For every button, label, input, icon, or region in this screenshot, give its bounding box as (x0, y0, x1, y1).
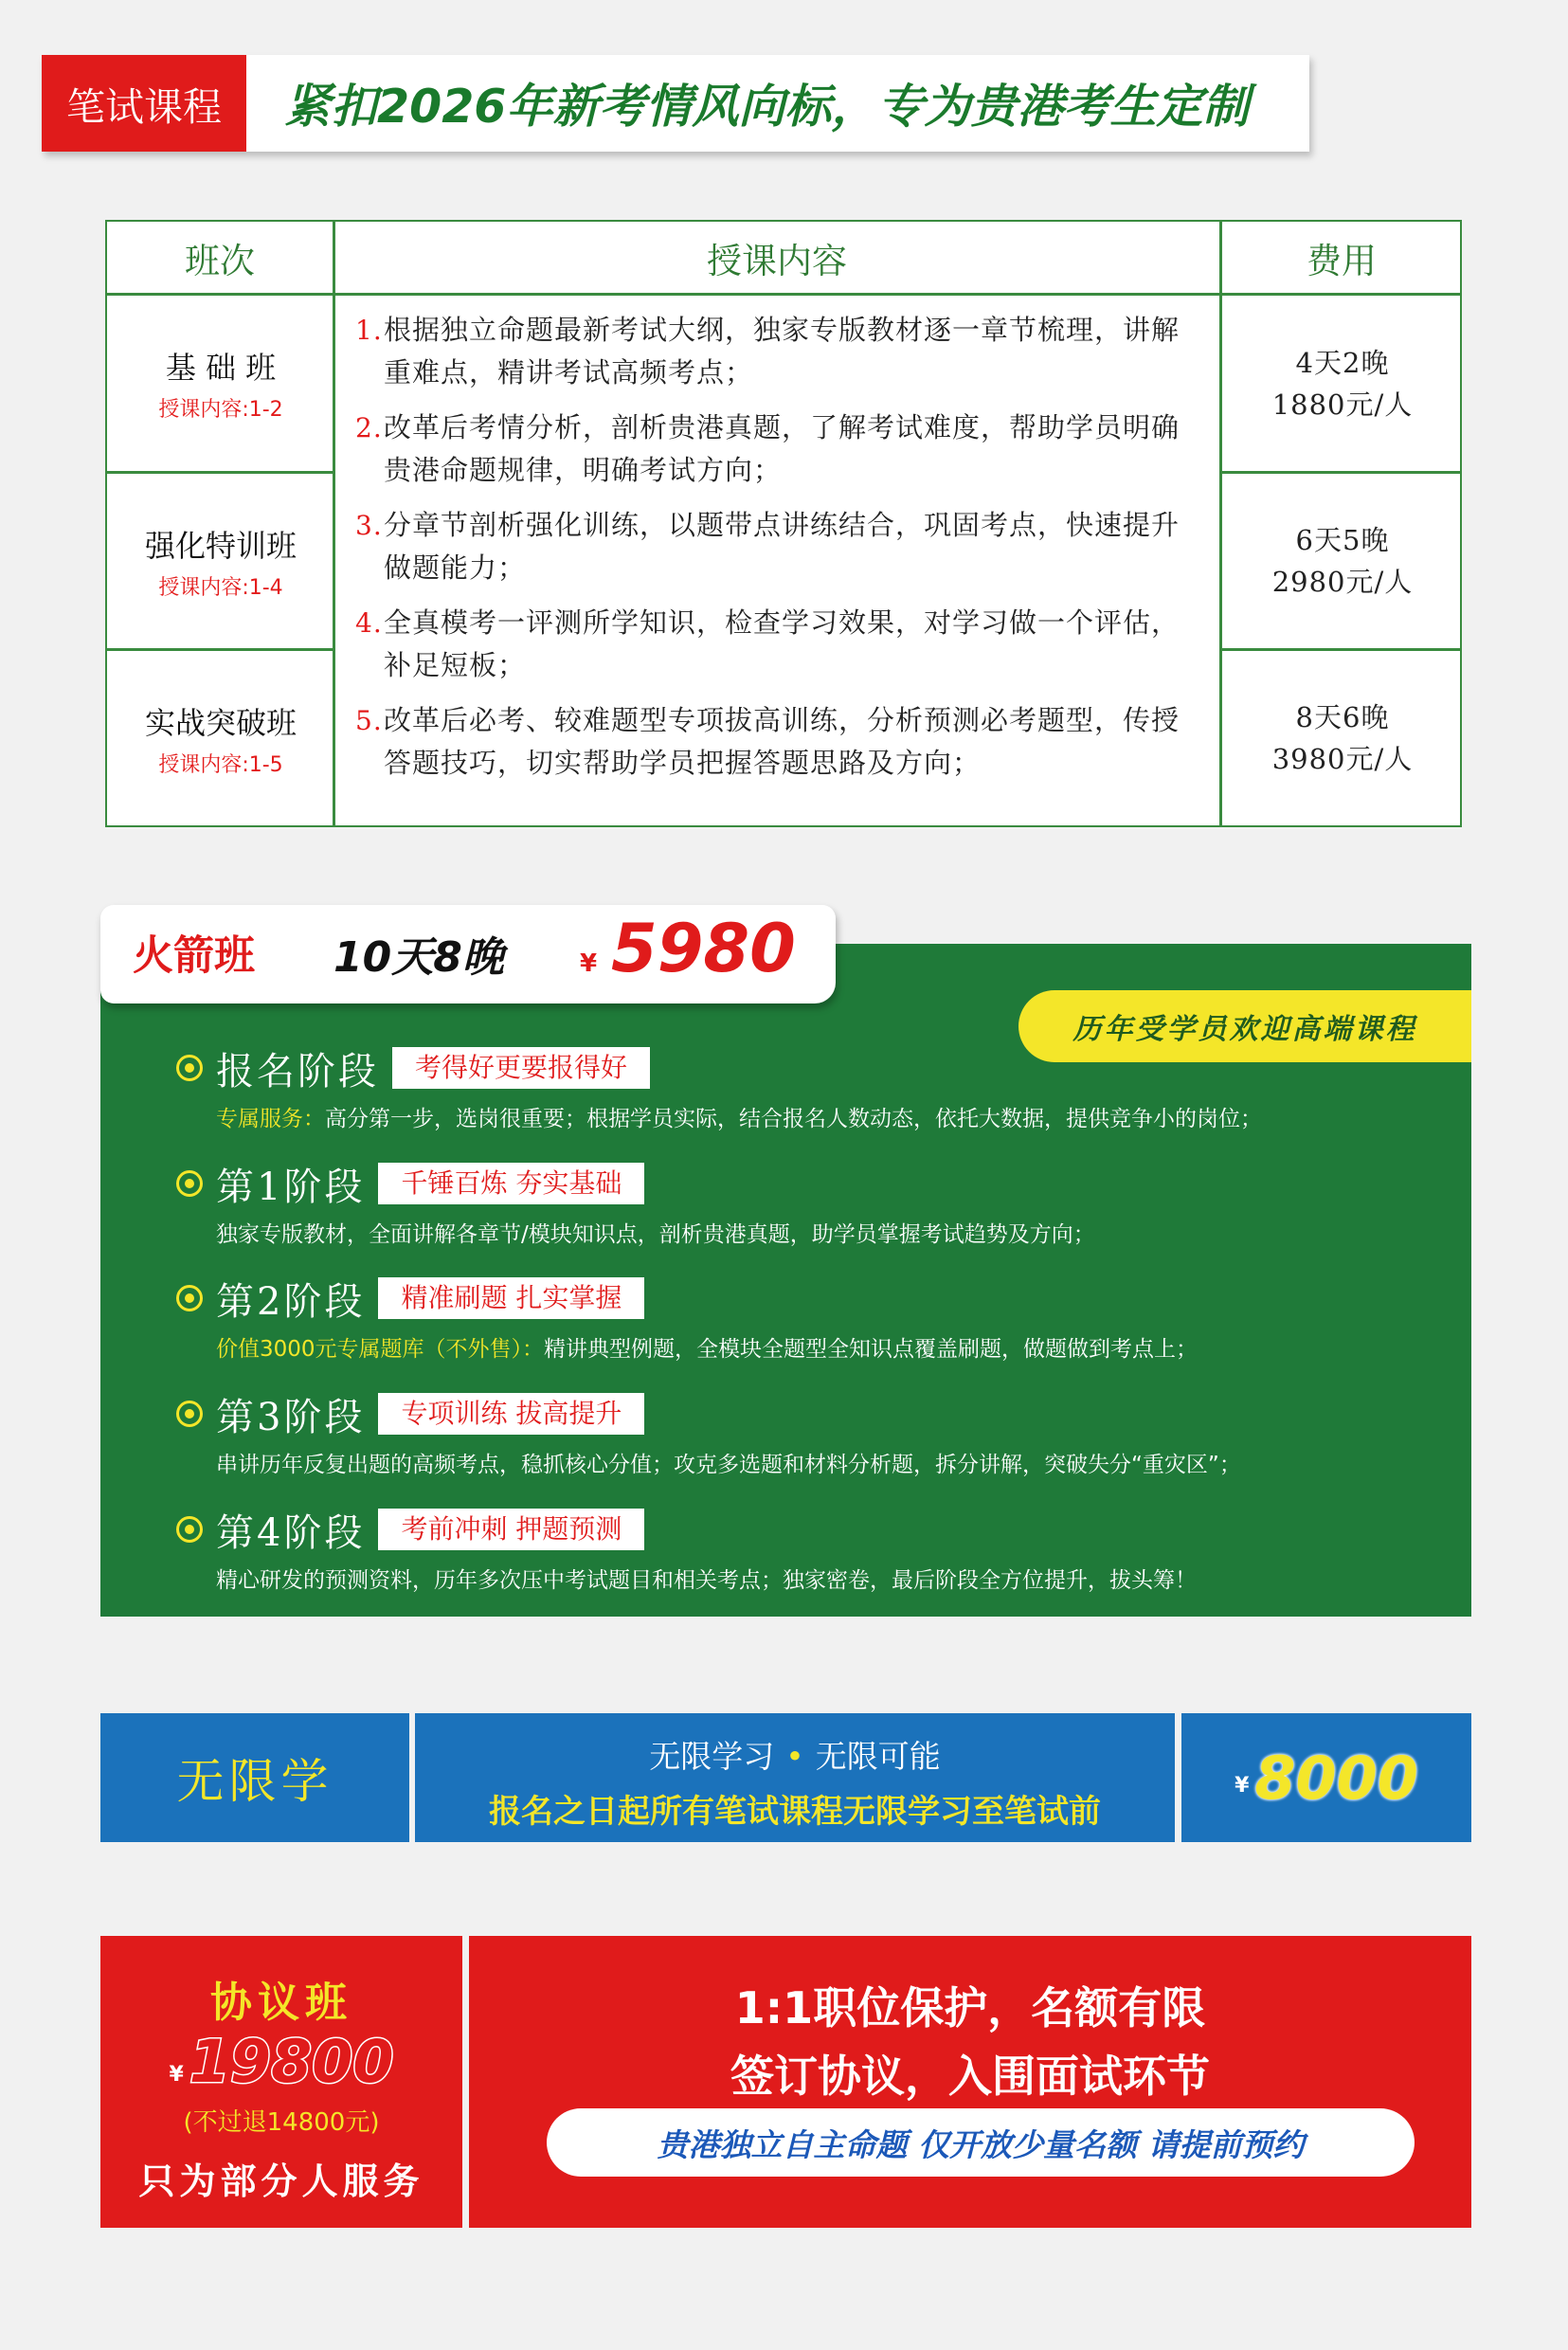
stage-title: 报名阶段 (216, 1049, 379, 1094)
stage-tag: 考前冲刺 押题预测 (378, 1509, 644, 1550)
unlimited-class-price-box (1181, 1713, 1471, 1842)
currency-symbol: ¥ (1235, 1773, 1250, 1798)
target-bullet-icon (176, 1055, 203, 1081)
class-name: 基 础 班 (165, 350, 277, 386)
stage-desc: 专属服务：高分第一步，选岗很重要；根据学员实际，结合报名人数动态，依托大数据，提供竞争小的岗位； (216, 1107, 1262, 1131)
course-table (105, 220, 1462, 827)
class-range: 授课内容:1-4 (158, 575, 283, 600)
fee-basic: 4天2晚 1880元/人 (1271, 346, 1414, 421)
class-name: 强化特训班 (144, 527, 297, 564)
refund-note: (不过退14800元) (183, 2108, 380, 2137)
agreement-class-price: 19800 (189, 2027, 394, 2096)
unlimited-class-terms: 报名之日起所有笔试课程无限学习至笔试前 (489, 1793, 1101, 1831)
currency-symbol: ¥ (169, 2063, 184, 2087)
header-content: 授课内容 (707, 241, 847, 281)
target-bullet-icon (176, 1516, 203, 1543)
agreement-class-price-row (100, 2027, 462, 2096)
unlimited-class-name: 无限学 (100, 1713, 409, 1842)
content-item: 5. 改革后必考、较难题型专项拔高训练，分析预测必考题型，传授答题技巧，切实帮助学员把握答题思路及方向； (355, 704, 1181, 779)
stage-signup (176, 1044, 1262, 1132)
stage-2 (176, 1274, 1198, 1363)
target-bullet-icon (176, 1285, 203, 1311)
class-intensive (107, 474, 334, 648)
stage-tag: 千锤百炼 夯实基础 (378, 1163, 644, 1204)
stage-tag: 考得好更要报得好 (392, 1047, 650, 1089)
stage-desc: 精心研发的预测资料，历年多次压中考试题目和相关考点；独家密卷，最后阶段全方位提升，拔头筹！ (216, 1568, 1197, 1593)
content-item: 4. 全真模考一评测所学知识，检查学习效果，对学习做一个评估，补足短板； (355, 606, 1181, 681)
agreement-class-name: 协议班 (210, 1979, 352, 2027)
agreement-line-1: 1:1职位保护，名额有限 (734, 1982, 1206, 2034)
stage-title: 第2阶段 (216, 1279, 366, 1324)
stage-1 (176, 1160, 1095, 1248)
popular-course-banner: 历年受学员欢迎高端课程 (1018, 990, 1471, 1062)
rocket-class-name: 火箭班 (133, 932, 255, 980)
target-bullet-icon (176, 1401, 203, 1427)
fee-breakthrough: 8天6晚 3980元/人 (1271, 701, 1414, 775)
reservation-banner: 贵港独立自主命题 仅开放少量名额 请提前预约 (547, 2108, 1415, 2177)
stage-title: 第4阶段 (216, 1510, 366, 1555)
agreement-class-desc (469, 1936, 1471, 2228)
section-tag: 笔试课程 (42, 55, 246, 152)
stage-4 (176, 1506, 1197, 1594)
exclusive-note: 只为部分人服务 (138, 2160, 424, 2202)
agreement-class-box (100, 1936, 462, 2228)
page-title: 紧扣2026年新考情风向标，专为贵港考生定制 (284, 80, 1250, 134)
unlimited-class-desc: 无限学习 • 无限可能 报名之日起所有笔试课程无限学习至笔试前 (415, 1713, 1175, 1842)
class-basic (107, 296, 334, 471)
content-item: 3. 分章节剖析强化训练，以题带点讲练结合，巩固考点，快速提升做题能力； (355, 509, 1181, 584)
content-item: 1. 根据独立命题最新考试大纲，独家专版教材逐一章节梳理，讲解重难点，精讲考试高频考点； (355, 314, 1181, 389)
class-name: 实战突破班 (144, 704, 297, 741)
target-bullet-icon (176, 1170, 203, 1197)
header-fee: 费用 (1307, 241, 1377, 281)
class-range: 授课内容:1-2 (158, 398, 283, 422)
stage-tag: 专项训练 拔高提升 (378, 1393, 644, 1435)
currency-symbol: ¥ (580, 949, 598, 978)
stage-title: 第3阶段 (216, 1395, 366, 1439)
stage-desc: 串讲历年反复出题的高频考点，稳抓核心分值；攻克多选题和材料分析题，拆分讲解，突破失分“重灾区”； (216, 1453, 1241, 1477)
stage-tag: 精准刷题 扎实掌握 (378, 1277, 644, 1319)
stage-desc: 独家专版教材，全面讲解各章节/模块知识点，剖析贵港真题，助学员掌握考试趋势及方向； (216, 1222, 1095, 1247)
class-range: 授课内容:1-5 (158, 752, 283, 777)
class-breakthrough (107, 651, 334, 825)
header-class: 班次 (185, 241, 255, 281)
agreement-line-2: 签订协议，入围面试环节 (730, 2051, 1210, 2102)
stage-desc: 价值3000元专属题库（不外售）：精讲典型例题，全模块全题型全知识点覆盖刷题，做题做到考点上； (216, 1337, 1199, 1362)
fee-intensive: 6天5晚 2980元/人 (1271, 524, 1414, 598)
stage-3 (176, 1390, 1241, 1478)
rocket-class-duration: 10天8晚 (333, 933, 504, 982)
rocket-class-price: 5980 (611, 910, 796, 987)
course-content-list (355, 309, 1204, 797)
stage-title: 第1阶段 (216, 1165, 366, 1209)
unlimited-class-price: 8000 (1254, 1743, 1418, 1813)
content-item: 2. 改革后考情分析，剖析贵港真题，了解考试难度，帮助学员明确贵港命题规律，明确考试方向； (355, 411, 1181, 486)
